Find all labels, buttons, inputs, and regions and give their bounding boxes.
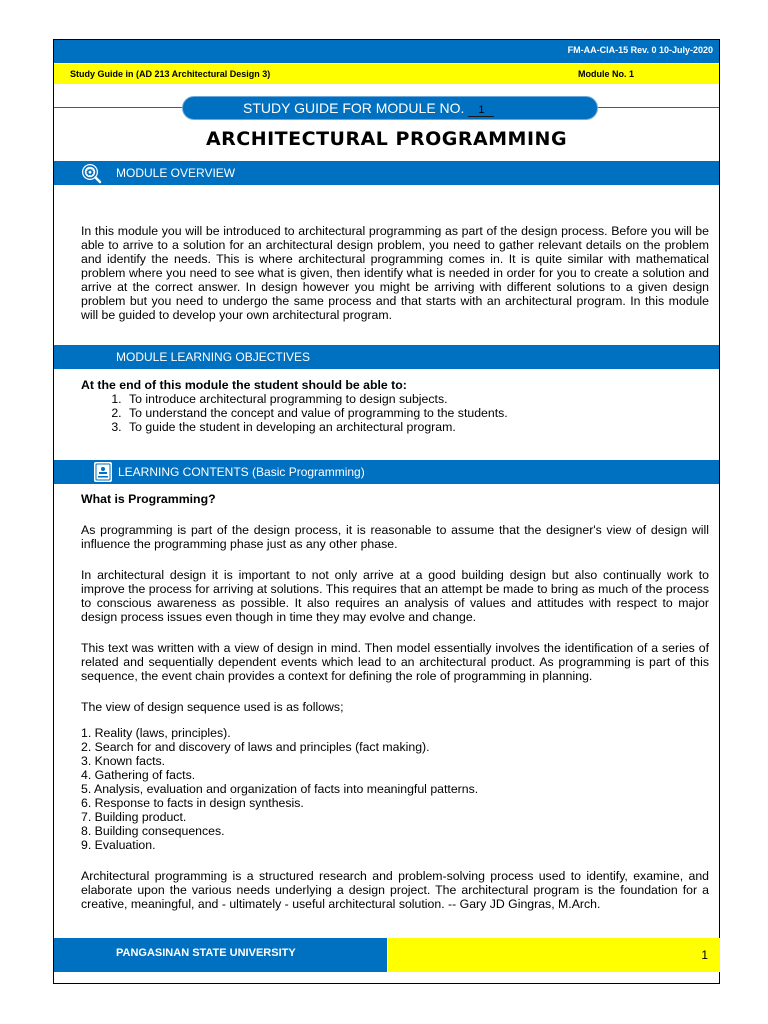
sequence-item: 9. Evaluation. (81, 838, 156, 852)
footer-university-bar (54, 938, 387, 972)
module-banner (182, 96, 598, 120)
objectives-body (81, 378, 709, 434)
study-guide-label: Study Guide in (AD 213 Architectural Design 3) (70, 69, 271, 79)
contents-body (81, 492, 709, 911)
sequence-item: 8. Building consequences. (81, 824, 225, 838)
document-icon (92, 461, 114, 483)
page-number: 1 (701, 948, 708, 962)
design-sequence-list (81, 726, 709, 852)
module-banner-number: 1 (468, 104, 494, 117)
header-bar (54, 40, 719, 63)
footer-page-bar (388, 938, 720, 972)
section-title-contents: LEARNING CONTENTS (Basic Programming) (118, 465, 365, 479)
section-header-contents (54, 460, 719, 484)
overview-paragraph: In this module you will be introduced to architectural programming as part of the design process. Before you will be able to arrive to a solution for an architectural design problem, you need to gather relevant details on the problem and identify the needs. This is where architectural programming comes in. It is quite similar with mathematical problem where you need to see what is given, then identify what is needed in order for you to create a solution and arrive at the correct answer. In design however you might be arriving with different solutions to a given design problem but you need to undergo the same process and that starts with an architectural program. In this module will be guided to develop your own architectural program. (81, 224, 709, 322)
footer-university: PANGASINAN STATE UNIVERSITY (116, 947, 296, 959)
section-header-objectives (54, 345, 719, 369)
section-header-overview (54, 161, 719, 185)
objectives-list (81, 392, 709, 434)
overview-body (81, 224, 709, 322)
objective-item: 3. To guide the student in developing an architectural program. (125, 420, 709, 434)
section-title-objectives: MODULE LEARNING OBJECTIVES (116, 350, 311, 364)
contents-paragraph: As programming is part of the design process, it is reasonable to assume that the designer's view of design will influence the programming phase just as any other phase. (81, 523, 709, 551)
page-title: ARCHITECTURAL PROGRAMMING (205, 128, 568, 150)
objectives-intro: At the end of this module the student should be able to: (81, 378, 407, 392)
sequence-item: 7. Building product. (81, 810, 187, 824)
contents-paragraph: In architectural design it is important to not only arrive at a good building design but also continually work to improve the process for arriving at solutions. This requires that an attempt be made to bring as much of the process to conscious awareness as possible. It also requires an analysis of values and attitudes with respect to major design process issues even though in time they may evolve and change. (81, 568, 709, 624)
form-code: FM-AA-CIA-15 Rev. 0 10-July-2020 (567, 45, 713, 55)
magnifier-gear-icon (80, 162, 102, 184)
module-number-label: Module No. 1 (578, 69, 634, 79)
sequence-item: 3. Known facts. (81, 754, 166, 768)
study-guide-bar (54, 64, 719, 84)
section-title-overview: MODULE OVERVIEW (116, 166, 236, 180)
contents-paragraph: This text was written with a view of design in mind. Then model essentially involves the identification of a series of related and sequentially dependent events which lead to an architectural product. As programming is part of this sequence, the event chain provides a context for defining the role of programming in planning. (81, 641, 709, 683)
sequence-item: 1. Reality (laws, principles). (81, 726, 231, 740)
sequence-item: 5. Analysis, evaluation and organization of facts into meaningful patterns. (81, 782, 479, 796)
objective-item: 2. To understand the concept and value of programming to the students. (125, 406, 709, 420)
contents-subheading: What is Programming? (81, 492, 216, 506)
module-banner-label: STUDY GUIDE FOR MODULE NO. 1 (243, 100, 494, 117)
sequence-item: 6. Response to facts in design synthesis. (81, 796, 304, 810)
sequence-item: 4. Gathering of facts. (81, 768, 196, 782)
contents-paragraph: Architectural programming is a structured research and problem-solving process used to identify, examine, and elaborate upon the various needs underlying a design project. The architectural program is the foundation for a creative, meaningful, and - ultimately - useful architectural solution. -- Gary JD Gingras, M.Arch. (81, 869, 709, 911)
objective-item: 1. To introduce architectural programming to design subjects. (125, 392, 709, 406)
document-page (53, 39, 720, 984)
contents-paragraph: The view of design sequence used is as follows; (81, 700, 344, 714)
sequence-item: 2. Search for and discovery of laws and principles (fact making). (81, 740, 430, 754)
